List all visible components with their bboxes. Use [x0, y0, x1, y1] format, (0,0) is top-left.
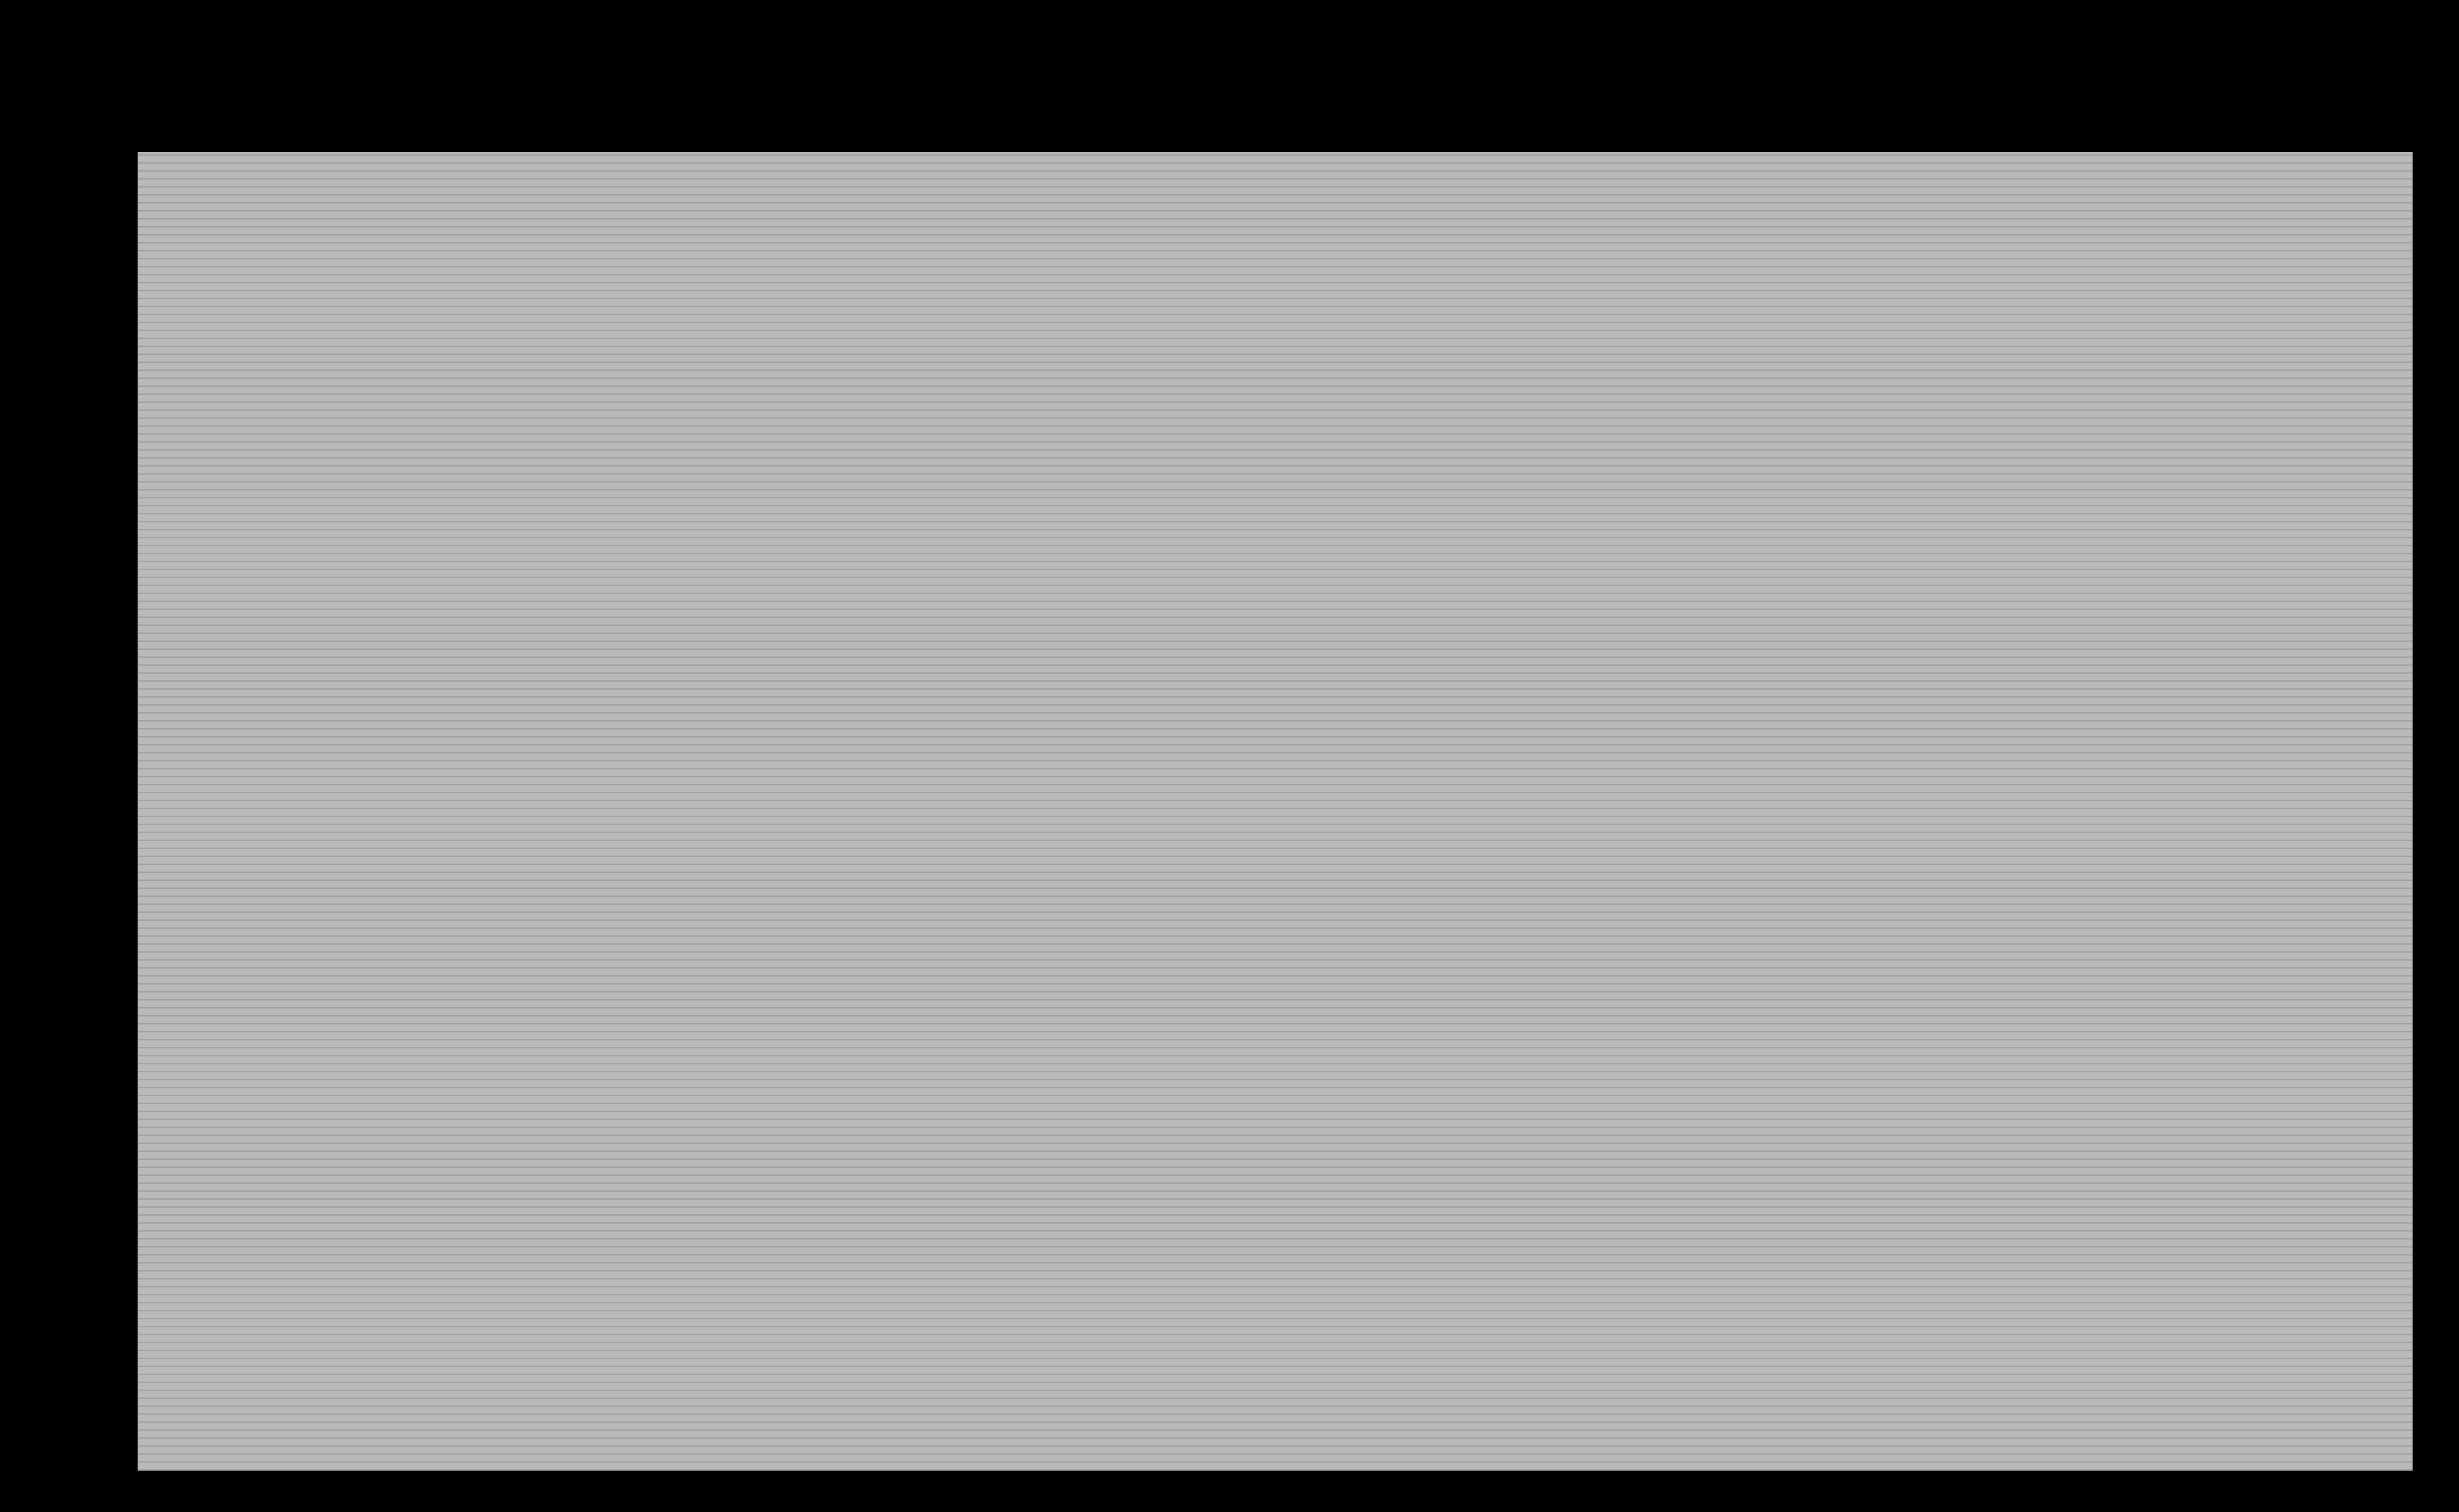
census-form — [138, 152, 2413, 1471]
census-card-sheet — [138, 152, 2413, 1471]
